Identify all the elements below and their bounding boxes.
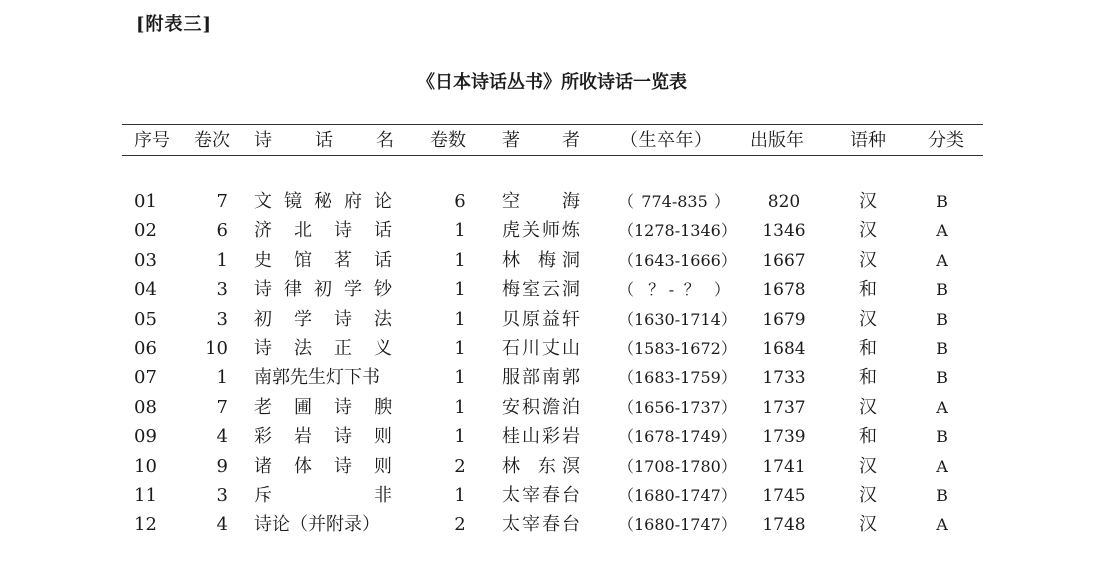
cell-volume: 4 [216,514,228,535]
cell-count: 1 [454,367,466,388]
header-count: 卷数 [430,130,466,151]
cell-year: 1739 [762,427,806,447]
cell-category: A [936,251,948,270]
header-volume: 卷次 [194,130,230,151]
table-row [122,483,983,509]
cell-volume: 10 [205,338,228,359]
cell-volume: 4 [216,426,228,447]
cell-volume: 9 [216,456,228,477]
cell-language: 汉 [859,456,877,477]
cell-year: 1678 [762,280,806,300]
cell-language: 汉 [859,397,877,418]
cell-seq: 04 [134,279,157,300]
cell-name: 诗论（并附录） [254,514,380,535]
table-title: 《日本诗话丛书》所收诗话一览表 [417,72,687,93]
cell-volume: 1 [216,367,228,388]
cell-seq: 12 [134,514,157,535]
table-row [122,365,983,391]
cell-year: 1684 [762,339,806,359]
cell-author: 太宰春台 [502,485,580,506]
table-row [122,189,983,215]
cell-life: （ ？- ？ ） [618,280,730,299]
cell-author: 虎关师炼 [502,220,580,241]
cell-year: 1737 [762,398,806,418]
cell-life: （1278-1346） [618,221,737,240]
cell-count: 2 [454,514,466,535]
cell-count: 1 [454,279,466,300]
cell-name: 彩岩诗则 [254,426,392,447]
cell-author: 服部南郭 [502,367,580,388]
cell-name: 老圃诗腴 [254,397,392,418]
table-row [122,248,983,274]
cell-count: 1 [454,485,466,506]
cell-seq: 08 [134,397,157,418]
cell-year: 1748 [762,515,806,535]
cell-author: 贝原益轩 [502,309,580,330]
cell-author: 安积澹泊 [502,397,580,418]
table-row [122,336,983,362]
header-seq: 序号 [134,130,170,151]
cell-life: （1583-1672） [618,339,737,358]
cell-count: 6 [454,191,466,212]
cell-volume: 7 [216,191,228,212]
cell-category: B [936,310,948,329]
table-row [122,307,983,333]
cell-seq: 10 [134,456,157,477]
cell-category: B [936,339,948,358]
cell-seq: 03 [134,250,157,271]
cell-seq: 02 [134,220,157,241]
cell-count: 1 [454,426,466,447]
cell-count: 1 [454,220,466,241]
cell-count: 1 [454,397,466,418]
cell-year: 1741 [762,457,806,477]
cell-life: （ 774-835 ） [618,192,730,211]
cell-count: 1 [454,338,466,359]
table-row [122,395,983,421]
cell-life: （1680-1747） [618,486,737,505]
cell-volume: 3 [216,485,228,506]
table-row [122,277,983,303]
cell-language: 和 [859,367,877,388]
cell-year: 1346 [762,221,806,241]
cell-language: 和 [859,279,877,300]
cell-name: 文镜秘府论 [254,191,392,212]
table-top-rule [122,124,983,125]
cell-category: B [936,280,948,299]
cell-name: 济北诗话 [254,220,392,241]
cell-year: 1745 [762,486,806,506]
table-row [122,424,983,450]
cell-life: （1643-1666） [618,251,737,270]
cell-year: 820 [767,192,801,212]
table-row [122,512,983,538]
cell-life: （1656-1737） [618,398,737,417]
header-author: 著 者 [502,130,580,151]
cell-volume: 1 [216,250,228,271]
cell-volume: 3 [216,309,228,330]
cell-author: 空 海 [502,191,580,212]
cell-language: 汉 [859,191,877,212]
cell-language: 和 [859,426,877,447]
cell-count: 2 [454,456,466,477]
cell-name: 南郭先生灯下书 [254,367,380,388]
cell-life: （1683-1759） [618,368,737,387]
cell-life: （1708-1780） [618,457,737,476]
cell-volume: 6 [216,220,228,241]
cell-name: 诗律初学钞 [254,279,392,300]
cell-author: 太宰春台 [502,514,580,535]
cell-author: 梅室云洞 [502,279,580,300]
table-row [122,454,983,480]
header-category: 分类 [928,130,964,151]
cell-count: 1 [454,250,466,271]
header-year: 出版年 [750,130,804,151]
cell-seq: 11 [134,485,157,506]
cell-category: A [936,515,948,534]
cell-category: B [936,427,948,446]
cell-category: A [936,398,948,417]
table-header-rule [122,155,983,156]
cell-name: 诗法正义 [254,338,392,359]
header-life: （生卒年） [620,130,712,151]
cell-year: 1667 [762,251,806,271]
cell-category: B [936,192,948,211]
cell-category: B [936,368,948,387]
table-row [122,218,983,244]
cell-life: （1630-1714） [618,310,737,329]
cell-volume: 3 [216,279,228,300]
cell-seq: 01 [134,191,157,212]
cell-name: 初学诗法 [254,309,392,330]
cell-seq: 05 [134,309,157,330]
cell-language: 和 [859,338,877,359]
header-name: 诗 话 名 [254,130,394,151]
cell-volume: 7 [216,397,228,418]
cell-seq: 07 [134,367,157,388]
cell-life: （1680-1747） [618,515,737,534]
cell-name: 史馆茗话 [254,250,392,271]
cell-category: A [936,221,948,240]
cell-seq: 09 [134,426,157,447]
cell-seq: 06 [134,338,157,359]
header-language: 语种 [850,130,886,151]
cell-language: 汉 [859,514,877,535]
cell-count: 1 [454,309,466,330]
cell-author: 林 梅洞 [502,250,580,271]
cell-year: 1679 [762,310,806,330]
table-header [122,128,983,154]
cell-name: 斥 非 [254,485,392,506]
cell-author: 林 东溟 [502,456,580,477]
cell-category: B [936,486,948,505]
cell-language: 汉 [859,220,877,241]
cell-language: 汉 [859,485,877,506]
appendix-label: [附表三] [136,14,213,35]
cell-author: 石川丈山 [502,338,580,359]
cell-name: 诸体诗则 [254,456,392,477]
cell-life: （1678-1749） [618,427,737,446]
cell-category: A [936,457,948,476]
cell-year: 1733 [762,368,806,388]
cell-language: 汉 [859,309,877,330]
cell-author: 桂山彩岩 [502,426,580,447]
cell-language: 汉 [859,250,877,271]
